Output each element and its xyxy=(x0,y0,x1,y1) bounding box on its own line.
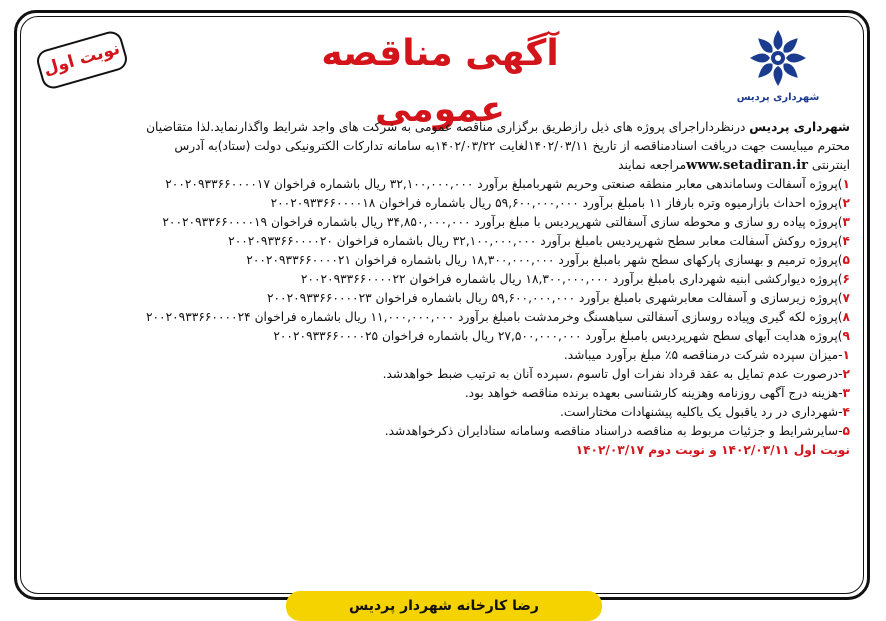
project-text: پروژه دیوارکشی ابنیه شهرداری بامبلغ برآورد ۱۸,۳۰۰,۰۰۰,۰۰۰ ریال باشماره فراخوان ۲۰۰۲۰۹۳۳۶۶۰۰۰۰۲۲ xyxy=(300,272,838,286)
project-text: پروژه روکش آسفالت معابر سطح شهرپردیس بامبلغ برآورد ۳۲,۱۰۰,۰۰۰,۰۰۰ ریال باشماره فراخوان ۲۰۰۲۰۹۳۳۶۶۰۰۰۰۲۰ xyxy=(228,234,838,248)
condition-item: ۵-سایرشرایط و جزئیات مربوط به مناقصه دراسناد مناقصه وسامانه ستادایران ذکرخواهدشد. xyxy=(384,424,850,438)
municipality-logo xyxy=(728,26,828,116)
project-number: ۷ xyxy=(842,291,850,305)
condition-text: شهرداری در رد یاقبول یک یاکلیه پیشنهادات مختاراست. xyxy=(560,405,839,419)
project-item: ۲)پروژه احداث بازارمیوه وتره بارفاز ۱۱ بامبلغ برآورد ۵۹,۶۰۰,۰۰۰,۰۰۰ ریال باشماره فراخوان ۲۰۰۲۰۹۳۳۶۶۰۰۰۰۱۸ xyxy=(270,196,850,210)
project-number: ۱ xyxy=(842,177,850,191)
project-text: پروژه ترمیم و بهسازی پارکهای سطح شهر بامبلغ برآورد ۱۸,۳۰۰,۰۰۰,۰۰۰ ریال باشماره فراخوان ۲۰۰۲۰۹۳۳۶۶۰۰۰۰۲۱ xyxy=(246,253,838,267)
logo-label: شهرداری پردیس xyxy=(736,92,820,103)
project-item: ۵)پروژه ترمیم و بهسازی پارکهای سطح شهر بامبلغ برآورد ۱۸,۳۰۰,۰۰۰,۰۰۰ ریال باشماره فراخوان ۲۰۰۲۰۹۳۳۶۶۰۰۰۰۲۱ xyxy=(246,253,850,267)
website-link[interactable]: www.setadiran.ir xyxy=(686,158,809,173)
publication-dates: نوبت اول ۱۴۰۲/۰۳/۱۱ و نوبت دوم ۱۴۰۲/۰۳/۱۷ xyxy=(575,443,850,457)
project-text: پروژه زیرسازی و آسفالت معابرشهری بامبلغ برآورد ۵۹,۶۰۰,۰۰۰,۰۰۰ ریال باشماره فراخوان ۲۰۰۲۰۹۳۳۶۶۰۰۰۰۲۳ xyxy=(266,291,838,305)
condition-text: میزان سپرده شرکت درمناقصه ۵٪ مبلغ برآورد میباشد. xyxy=(563,348,839,362)
project-text: پروژه احداث بازارمیوه وتره بارفاز ۱۱ بامبلغ برآورد ۵۹,۶۰۰,۰۰۰,۰۰۰ ریال باشماره فراخوان ۲۰۰۲۰۹۳۳۶۶۰۰۰۰۱۸ xyxy=(270,196,838,210)
condition-item: ۳-هزینه درج آگهی روزنامه وهزینه کارشناسی بعهده برنده مناقصه خواهد بود. xyxy=(464,386,850,400)
condition-number: ۴ xyxy=(842,405,850,419)
intro-line-3-suffix: مراجعه نمایند xyxy=(618,158,687,172)
condition-number: ۵ xyxy=(842,424,850,438)
round-badge: نوبت اول xyxy=(34,29,130,92)
signature-banner: رضا کارخانه شهردار پردیس xyxy=(286,591,602,621)
condition-text: هزینه درج آگهی روزنامه وهزینه کارشناسی بعهده برنده مناقصه خواهد بود. xyxy=(464,386,839,400)
project-number: ۵ xyxy=(842,253,850,267)
condition-number: ۲ xyxy=(842,367,850,381)
intro-line-1 xyxy=(38,118,850,137)
project-number: ۹ xyxy=(842,329,850,343)
intro-line-2: محترم میبایست جهت دریافت اسنادمناقصه از تاریخ ۱۴۰۲/۰۳/۱۱لغایت ۱۴۰۲/۰۳/۲۲به سامانه تدارکات الکترونیکی دولت (ستاد)به آدرس xyxy=(174,139,850,153)
project-text: پروژه پیاده رو سازی و محوطه سازی آسفالتی شهرپردیس با مبلغ برآورد ۳۴,۸۵۰,۰۰۰,۰۰۰ ریال باشماره فراخوان ۲۰۰۲۰۹۳۳۶۶۰۰۰۰۱۹ xyxy=(162,215,838,229)
intro-line-1-text: درنظرداراجرای پروژه های ذیل رازطریق برگزاری مناقصه عمومی به شرکت های واجد شرایط واگذارنماید.لذا متقاضیان xyxy=(146,120,750,134)
flower-logo-icon xyxy=(746,26,810,90)
condition-item: ۴-شهرداری در رد یاقبول یک یاکلیه پیشنهادات مختاراست. xyxy=(560,405,850,419)
project-item: ۸)پروژه لکه گیری وپیاده روسازی آسفالتی سیاهسنگ وخرمدشت بامبلغ برآورد ۱۱,۰۰۰,۰۰۰,۰۰۰ ریال باشماره فراخوان ۲۰۰۲۰۹۳۳۶۶۰۰۰۰۲۴ xyxy=(145,310,850,324)
project-text: پروژه آسفالت وساماندهی معابر منطقه صنعتی وحریم شهربامبلغ برآورد ۳۲,۱۰۰,۰۰۰,۰۰۰ ریال باشماره فراخوان ۲۰۰۲۰۹۳۳۶۶۰۰۰۰۱۷ xyxy=(165,177,838,191)
project-number: ۲ xyxy=(842,196,850,210)
project-text: پروژه لکه گیری وپیاده روسازی آسفالتی سیاهسنگ وخرمدشت بامبلغ برآورد ۱۱,۰۰۰,۰۰۰,۰۰۰ ریال باشماره فراخوان ۲۰۰۲۰۹۳۳۶۶۰۰۰۰۲۴ xyxy=(145,310,838,324)
project-item: ۴)پروژه روکش آسفالت معابر سطح شهرپردیس بامبلغ برآورد ۳۲,۱۰۰,۰۰۰,۰۰۰ ریال باشماره فراخوان ۲۰۰۲۰۹۳۳۶۶۰۰۰۰۲۰ xyxy=(228,234,850,248)
project-number: ۳ xyxy=(842,215,850,229)
conditions-list xyxy=(38,346,850,441)
intro-line-3-prefix: اینترنتی xyxy=(811,158,850,172)
organization-name: شهرداری پردیس xyxy=(749,120,850,134)
project-number: ۸ xyxy=(842,310,850,324)
condition-item: ۲-درصورت عدم تمایل به عقد قرداد نفرات اول تاسوم ،سپرده آنان به ترتیب ضبط خواهدشد. xyxy=(382,367,850,381)
project-item: ۶)پروژه دیوارکشی ابنیه شهرداری بامبلغ برآورد ۱۸,۳۰۰,۰۰۰,۰۰۰ ریال باشماره فراخوان ۲۰۰۲۰۹۳۳۶۶۰۰۰۰۲۲ xyxy=(300,272,850,286)
notice-body xyxy=(38,118,850,460)
condition-text: سایرشرایط و جزئیات مربوط به مناقصه دراسناد مناقصه وسامانه ستادایران ذکرخواهدشد. xyxy=(384,424,839,438)
condition-number: ۳ xyxy=(842,386,850,400)
project-item: ۹)پروژه هدایت آبهای سطح شهرپردیس بامبلغ برآورد ۲۷,۵۰۰,۰۰۰,۰۰۰ ریال باشماره فراخوان ۲۰۰۲۰۹۳۳۶۶۰۰۰۰۲۵ xyxy=(273,329,850,343)
page-title: آگهی مناقصه عمومی xyxy=(321,33,559,130)
condition-number: ۱ xyxy=(842,348,850,362)
project-number: ۴ xyxy=(842,234,850,248)
project-item: ۷)پروژه زیرسازی و آسفالت معابرشهری بامبلغ برآورد ۵۹,۶۰۰,۰۰۰,۰۰۰ ریال باشماره فراخوان ۲۰۰۲۰۹۳۳۶۶۰۰۰۰۲۳ xyxy=(266,291,850,305)
project-item: ۳)پروژه پیاده رو سازی و محوطه سازی آسفالتی شهرپردیس با مبلغ برآورد ۳۴,۸۵۰,۰۰۰,۰۰۰ ریال باشماره فراخوان ۲۰۰۲۰۹۳۳۶۶۰۰۰۰۱۹ xyxy=(162,215,850,229)
condition-text: درصورت عدم تمایل به عقد قرداد نفرات اول تاسوم ،سپرده آنان به ترتیب ضبط خواهدشد. xyxy=(382,367,839,381)
project-number: ۶ xyxy=(842,272,850,286)
intro-line-3 xyxy=(38,156,850,175)
project-text: پروژه هدایت آبهای سطح شهرپردیس بامبلغ برآورد ۲۷,۵۰۰,۰۰۰,۰۰۰ ریال باشماره فراخوان ۲۰۰۲۰۹۳۳۶۶۰۰۰۰۲۵ xyxy=(273,329,838,343)
condition-item: ۱-میزان سپرده شرکت درمناقصه ۵٪ مبلغ برآورد میباشد. xyxy=(563,348,850,362)
project-list xyxy=(38,175,850,346)
project-item: ۱)پروژه آسفالت وساماندهی معابر منطقه صنعتی وحریم شهربامبلغ برآورد ۳۲,۱۰۰,۰۰۰,۰۰۰ ریال باشماره فراخوان ۲۰۰۲۰۹۳۳۶۶۰۰۰۰۱۷ xyxy=(165,177,850,191)
